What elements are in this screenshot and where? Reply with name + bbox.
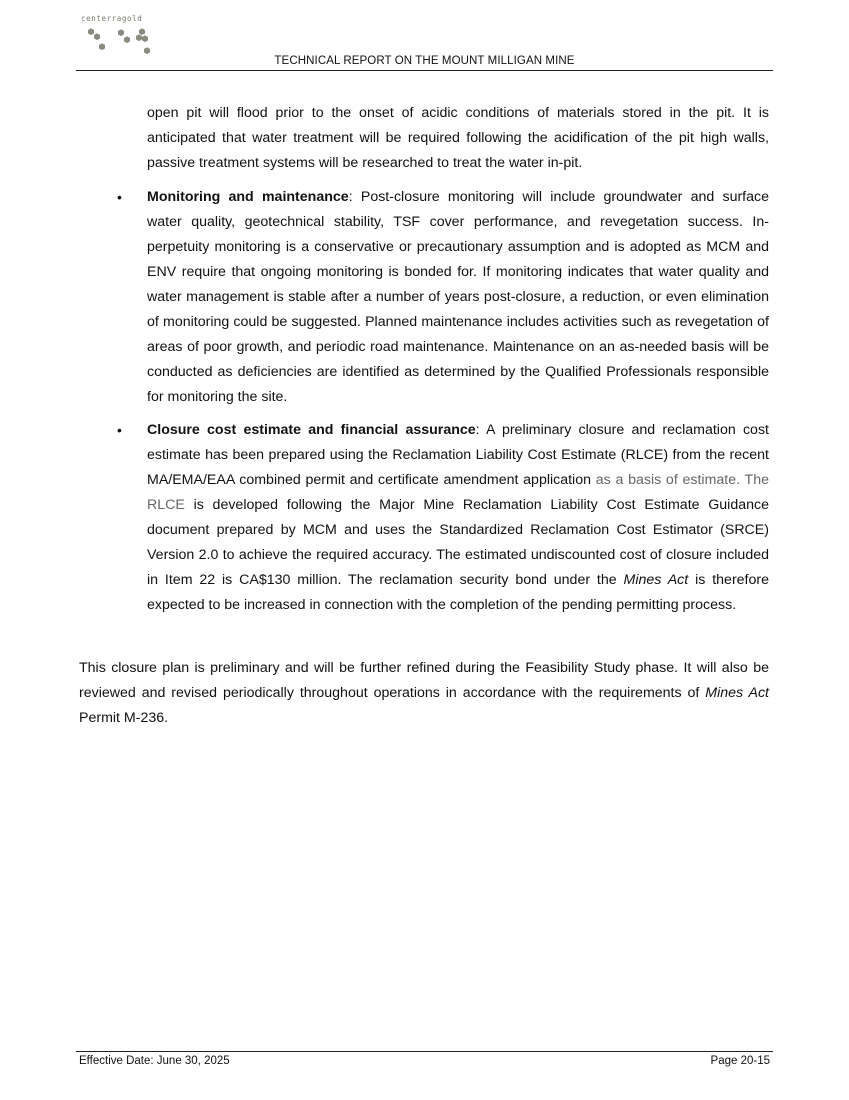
header-divider [76,70,773,71]
bullet-monitoring-text: : Post-closure monitoring will include groundwater and surface water quality, geotechnical stability, TSF cover performance, and revegetation success. In-perpetuity monitoring is a conservative or precautionary assumption and is adopted as MCM and ENV require that ongoing monitoring is bonded for. If monitoring indicates that water quality and water management is stable after a number of years post-closure, a reduction, or even elimination of monitoring could be suggested. Planned maintenance includes activities such as revegetation of areas of poor growth, and periodic road maintenance. Maintenance on an as-needed basis will be conducted as deficiencies are identified as determined by the Qualified Professionals responsible for monitoring the site. [147,189,769,405]
closing-paragraph [79,656,769,731]
closing-text-a: This closure plan is preliminary and will be further refined during the Feasibility Study phase. It will also be reviewed and revised periodically throughout operations in accordance with the requirements of [79,660,769,701]
closing-text-b: Permit M-236. [79,710,169,726]
bullet-closure-cost-text-b: is developed following the Major Mine Reclamation Liability Cost Estimate Guidance document prepared by MCM and uses the Standardized Reclamation Cost Estimator (SRCE) Version 2.0 to achieve the required accuracy. The estimated undiscounted cost of closure included in Item 22 is CA$130 million. The reclamation security bond under the [147,497,769,588]
bullet-icon: • [117,189,122,205]
bullet-monitoring-title: Monitoring and maintenance [147,189,349,205]
page-number: Page 20-15 [710,1055,770,1067]
bullet-closure-cost-title: Closure cost estimate and financial assurance [147,422,476,438]
mines-act-reference: Mines Act [705,685,770,701]
bullet-monitoring [147,185,769,410]
intro-paragraph: open pit will flood prior to the onset of acidic conditions of materials stored in the pit. It is anticipated that water treatment will be required following the acidification of the pit high walls, passive treatment systems will be researched to treat the water in-pit. [147,105,769,171]
page-header [0,0,849,72]
report-title: TECHNICAL REPORT ON THE MOUNT MILLIGAN MINE [274,55,575,67]
footer-divider [76,1051,773,1052]
bullet-closure-cost-gray-text: as a basis of estimate. The RLCE [147,472,769,513]
bullet-closure-cost-text-c: is therefore expected to be increased in connection with the completion of the pending permitting process. [147,572,770,613]
mines-act-reference: Mines Act [623,572,689,588]
bullet-icon: • [117,422,122,438]
bullet-closure-cost [147,418,769,618]
logo-wordmark: centerragold [81,14,143,23]
bullet-closure-cost-text-a: : A preliminary closure and reclamation cost estimate has been prepared using the Reclamation Liability Cost Estimate (RLCE) from the recent MA/EMA/EAA combined permit and certificate amendment application [147,422,769,488]
effective-date: Effective Date: June 30, 2025 [79,1055,230,1067]
